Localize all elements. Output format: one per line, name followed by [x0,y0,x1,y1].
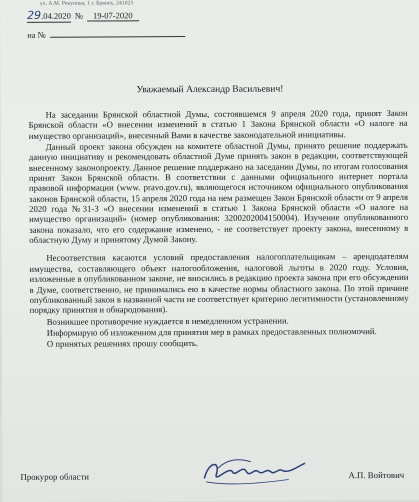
date-rest: .04.2020 [41,10,71,21]
letter-date [27,9,71,23]
letterhead-address: ул. А.М. Рекунова, 1 г. Брянск, 241023 [40,0,134,7]
reference-blank [50,36,185,38]
paragraph: Несоответствия касаются условий предоставления налогоплательщикам – арендодателям имущества, составляющего объект налогообложения, налоговой льготы в 2020 году. Условия, изложенные в опубликованном законе, не вносились в редакцию проекта закона при его обсуждении в Думе, соответственно, не принимались ею в качестве нормы областного закона. По этой причине опубликованный закон в названной части не соответствует критерию легитимности (установленному порядку принятия и обнародования). [29,251,409,316]
letter-body [29,108,409,351]
reference-prefix: на № [27,29,46,40]
reference-line [27,29,185,40]
handwritten-day: 29 [27,8,42,22]
paragraph: На заседании Брянской областной Думы, состоявшемся 9 апреля 2020 года, принят Закон Брянской области «О внесении изменений в статью 1 Закона Брянской области «О налоге на имущество организаций», внесенный Вами в качестве законодательной инициативы. [28,107,408,141]
number-sign: № [74,10,83,21]
handwritten-signature [198,453,308,490]
date-number-line [27,8,139,23]
signatory-name: А.П. Войтович [348,469,405,481]
paragraph: Информирую об изложенном для принятия мер в рамках предоставленных полномочий. [46,325,377,338]
paragraph: О принятых решениях прошу сообщить. [46,338,199,349]
paragraph: Данный проект закона обсужден на комитете областной Думы, принято решение поддержать данную инициативу и рекомендовать областной Думе принять закон в редакции, соответствующей внесенному законопроекту. Данное решение поддержано на заседании Думы, по итогам голосования принят Закон Брянской области. В соответствии с данными официального интернет портала правовой информации (www. pravo.gov.ru), являющегося источником официального опубликования законов Брянской области, 15 апреля 2020 года на нем размещен Закон Брянской области от 9 апреля 2020 года №31-З «О внесении изменений в статью 1 Закона Брянской области «О налоге на имущество организаций» (номер опубликования: 3200202004150004). Изучение опубликованного закона показало, что его содержание изменено, - не соответствует проекту закона, внесенному в областную Думу и принятому Думой Закону. [28,139,409,245]
signatory-title: Прокурор области [20,471,90,482]
paragraph: Возникшее противоречие нуждается в немедленном устранении. [46,315,289,327]
salutation: Уважаемый Александр Васильевич! [136,83,284,96]
letter-number: 19-07-2020 [87,10,139,21]
